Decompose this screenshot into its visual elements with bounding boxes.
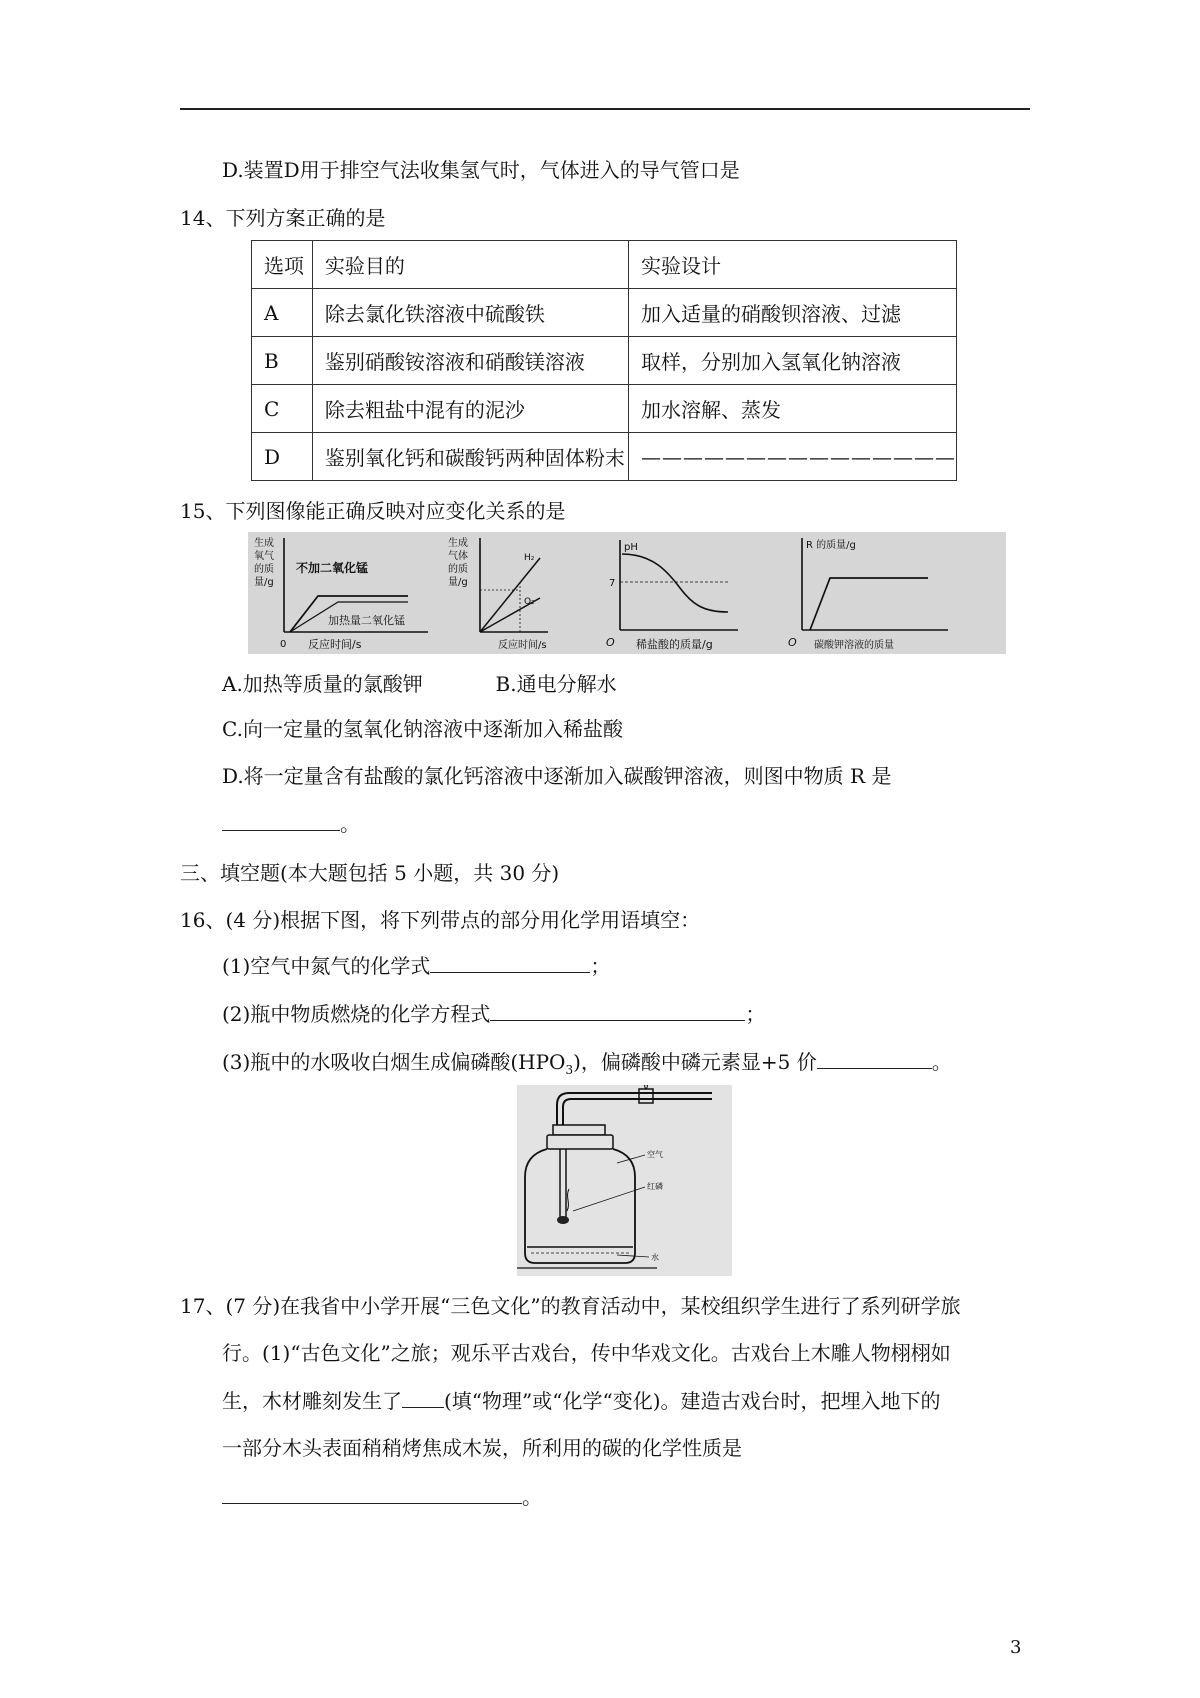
- svg-text:氧气: 氧气: [254, 551, 274, 562]
- svg-text:碳酸钾溶液的质量: 碳酸钾溶液的质量: [814, 640, 894, 651]
- svg-text:红磷: 红磷: [647, 1182, 663, 1191]
- semicolon: ；: [590, 954, 611, 978]
- header-design: 实验设计: [628, 241, 956, 289]
- svg-text:0: 0: [280, 639, 287, 650]
- svg-text:生成: 生成: [448, 538, 468, 549]
- table-row: [252, 433, 957, 481]
- svg-text:不加二氧化锰: 不加二氧化锰: [296, 561, 369, 575]
- svg-text:O: O: [606, 636, 615, 649]
- q17-line-3-text: 生，木材雕刻发生了: [222, 1389, 402, 1413]
- row-goal: 除去氯化铁溶液中硫酸铁: [312, 289, 628, 337]
- svg-text:的质: 的质: [448, 564, 468, 575]
- q16-part-1-text: (1)空气中氮气的化学式: [222, 954, 431, 978]
- q13-option-d: D.装置D用于排空气法收集氢气时，气体进入的导气管口是: [222, 158, 740, 182]
- q15-graphs-figure: [248, 532, 1006, 654]
- period: 。: [340, 812, 360, 836]
- q14-options-table: [251, 240, 957, 481]
- q16-part-3: [222, 1048, 952, 1084]
- q15-option-c: C.向一定量的氢氧化钠溶液中逐渐加入稀盐酸: [222, 717, 623, 741]
- svg-text:量/g: 量/g: [254, 577, 274, 588]
- period: 。: [522, 1485, 542, 1509]
- q17-line-2: 行。(1)“古色文化”之旅；观乐平古戏台，传中华戏文化。古戏台上木雕人物栩栩如: [222, 1341, 951, 1365]
- answer-blank[interactable]: [222, 812, 340, 831]
- row-option: C: [252, 385, 313, 433]
- q16-part-2: [222, 1000, 765, 1028]
- q15-option-b: B.通电分解水: [495, 672, 617, 696]
- q15-answer-line: [222, 810, 360, 838]
- graph-1: [254, 536, 428, 651]
- row-goal: 除去粗盐中混有的泥沙: [312, 385, 628, 433]
- period: 。: [931, 1050, 952, 1074]
- q15-option-a: A.加热等质量的氯酸钾: [222, 672, 423, 696]
- svg-text:加热量二氧化锰: 加热量二氧化锰: [328, 614, 405, 627]
- graph-3: [606, 540, 738, 651]
- row-design: ———————————————: [628, 433, 956, 481]
- header-option: 选项: [252, 241, 313, 289]
- svg-text:气体: 气体: [448, 551, 468, 562]
- q17-line-5: [222, 1483, 542, 1511]
- graph-4: [788, 538, 948, 651]
- answer-blank[interactable]: [222, 1485, 522, 1504]
- q17-line-3: [222, 1387, 941, 1415]
- header-goal: 实验目的: [312, 241, 628, 289]
- svg-text:水: 水: [651, 1253, 659, 1262]
- page-number: 3: [1010, 1637, 1022, 1658]
- q16-part-2-text: (2)瓶中物质燃烧的化学方程式: [222, 1002, 491, 1026]
- row-option: A: [252, 289, 313, 337]
- table-row: [252, 337, 957, 385]
- svg-text:7: 7: [609, 578, 616, 589]
- q16-stem: 16、(4 分)根据下图，将下列带点的部分用化学用语填空：: [180, 908, 701, 932]
- q17-line-1: 17、(7 分)在我省中小学开展“三色文化”的教育活动中，某校组织学生进行了系列研学旅: [180, 1294, 961, 1318]
- q15-option-row-ab: [222, 670, 617, 698]
- svg-text:空气: 空气: [647, 1150, 663, 1159]
- q14-stem: 14、下列方案正确的是: [180, 206, 386, 230]
- answer-blank[interactable]: [402, 1389, 444, 1408]
- q16-part-1: [222, 952, 610, 980]
- row-design: 加水溶解、蒸发: [628, 385, 956, 433]
- q16-part-3-text-2: )，偏磷酸中磷元素显+5 价: [573, 1050, 817, 1074]
- row-option: D: [252, 433, 313, 481]
- svg-text:O₂: O₂: [524, 597, 535, 607]
- svg-text:O: O: [788, 636, 797, 649]
- svg-text:生成: 生成: [254, 538, 274, 549]
- answer-blank[interactable]: [817, 1050, 932, 1069]
- svg-text:H₂: H₂: [524, 553, 535, 563]
- row-goal: 鉴别硝酸铵溶液和硝酸镁溶液: [312, 337, 628, 385]
- table-row: [252, 385, 957, 433]
- header-rule: [180, 108, 1030, 110]
- svg-text:pH: pH: [624, 542, 638, 553]
- section-3-heading: 三、填空题(本大题包括 5 小题，共 30 分): [180, 861, 560, 885]
- answer-blank[interactable]: [430, 954, 590, 973]
- q16-part-3-text: (3)瓶中的水吸收白烟生成偏磷酸(HPO: [222, 1050, 566, 1074]
- svg-text:R 的质量/g: R 的质量/g: [806, 540, 856, 551]
- semicolon: ；: [745, 1002, 766, 1026]
- q15-stem: 15、下列图像能正确反映对应变化关系的是: [180, 499, 566, 523]
- row-design: 加入适量的硝酸钡溶液、过滤: [628, 289, 956, 337]
- svg-text:稀盐酸的质量/g: 稀盐酸的质量/g: [636, 638, 713, 651]
- svg-text:量/g: 量/g: [448, 577, 468, 588]
- row-design: 取样，分别加入氢氧化钠溶液: [628, 337, 956, 385]
- svg-text:反应时间/s: 反应时间/s: [498, 640, 547, 651]
- graph-2: [448, 536, 548, 651]
- svg-text:的质: 的质: [254, 564, 274, 575]
- q17-line-3-text-2: (填“物理”或“化学“变化)。建造古戏台时，把埋入地下的: [444, 1389, 941, 1413]
- q16-apparatus-figure: [517, 1085, 732, 1276]
- row-option: B: [252, 337, 313, 385]
- svg-text:反应时间/s: 反应时间/s: [308, 638, 362, 651]
- q17-line-4: 一部分木头表面稍稍烤焦成木炭，所利用的碳的化学性质是: [222, 1436, 742, 1460]
- answer-blank[interactable]: [490, 1002, 745, 1021]
- q15-option-d: D.将一定量含有盐酸的氯化钙溶液中逐渐加入碳酸钾溶液，则图中物质 R 是: [222, 764, 892, 788]
- table-row: [252, 289, 957, 337]
- table-header-row: [252, 241, 957, 289]
- subscript: 3: [565, 1063, 574, 1077]
- row-goal: 鉴别氧化钙和碳酸钙两种固体粉末: [312, 433, 628, 481]
